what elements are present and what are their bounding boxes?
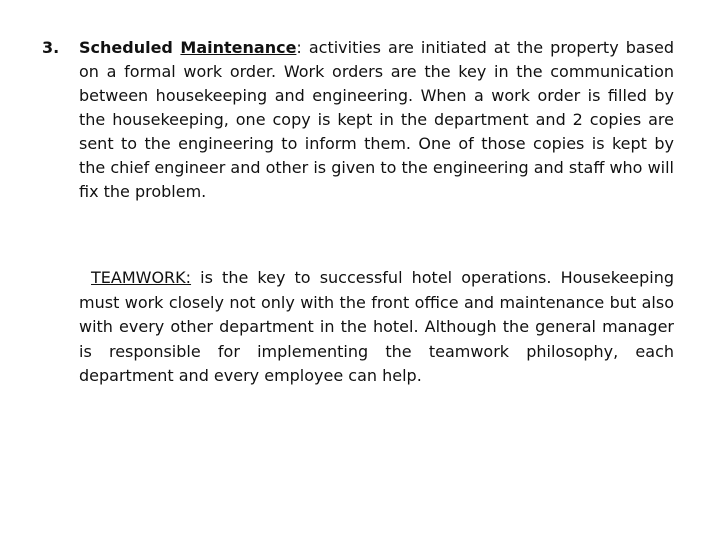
scheduled-maintenance-text: : activities are initiated at the property based on a formal work order. Work orders are the key in the communication between housekeeping and engineering. When a work order is filled by the housekeeping, one copy is kept in the department and 2 copies are sent to the engineering to inform them. One of those copies is kept by the chief engineer and other is given to the engineering and staff who will fix the problem. — [79, 38, 675, 201]
teamwork-paragraph — [79, 266, 674, 389]
teamwork-text: is the key to successful hotel operations. Housekeeping must work closely not only with the front office and maintenance but also with every other department in the hotel. Although the general manager is responsible for implementing the teamwork philosophy, each department and every employee can help. — [79, 268, 674, 385]
teamwork-term: TEAMWORK: — [91, 268, 192, 287]
scheduled-maintenance-item — [42, 36, 674, 204]
scheduled-maintenance-paragraph — [79, 36, 674, 204]
item-number: 3. — [42, 38, 60, 57]
scheduled-term: Scheduled — [79, 38, 181, 57]
maintenance-term: Maintenance — [180, 38, 297, 57]
